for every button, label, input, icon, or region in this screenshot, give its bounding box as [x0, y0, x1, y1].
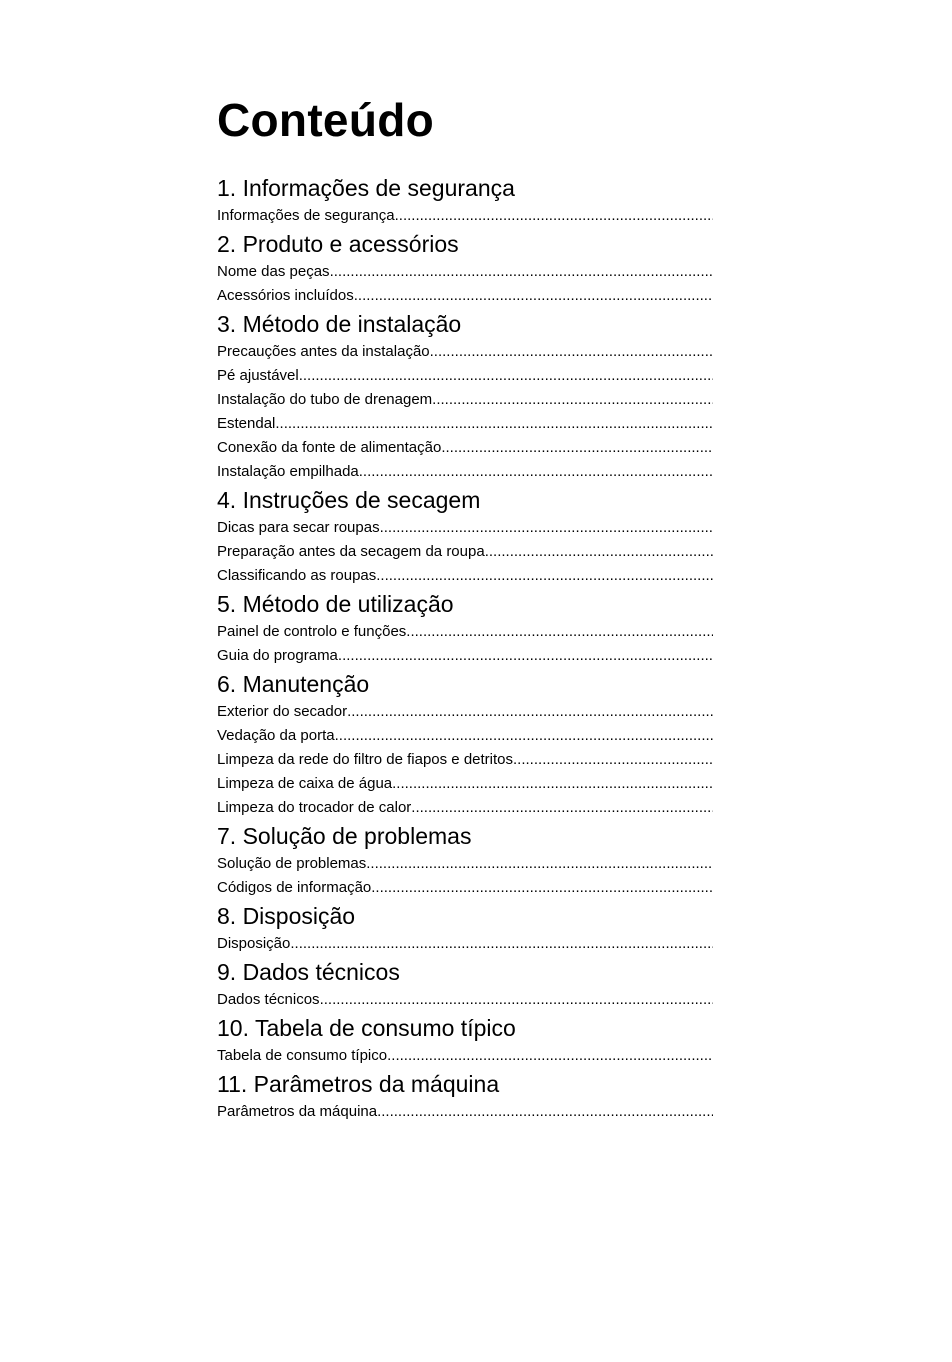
- toc-entry-label: Limpeza de caixa de água: [217, 775, 393, 792]
- dot-leader: [347, 702, 713, 722]
- section-heading: 7. Solução de problemas: [217, 823, 472, 849]
- toc-entry[interactable]: [217, 774, 713, 798]
- toc-entry[interactable]: [217, 702, 713, 726]
- table-of-contents: [217, 92, 713, 1126]
- toc-entry[interactable]: [217, 854, 713, 878]
- toc-entry[interactable]: [217, 990, 713, 1014]
- toc-entry-label: Disposição: [217, 935, 291, 952]
- section-heading: 10. Tabela de consumo típico: [217, 1015, 516, 1041]
- dot-leader: [380, 518, 713, 538]
- toc-entry[interactable]: [217, 518, 713, 542]
- section-heading: 5. Método de utilização: [217, 591, 454, 617]
- toc-entry-label: Vedação da porta: [217, 727, 335, 744]
- dot-leader: [335, 726, 713, 746]
- section-heading: 1. Informações de segurança: [217, 175, 515, 201]
- dot-leader: [330, 262, 713, 282]
- toc-entry[interactable]: [217, 798, 713, 822]
- dot-leader: [371, 878, 713, 898]
- toc-entry-label: Nome das peças: [217, 263, 330, 280]
- toc-entry-label: Códigos de informação: [217, 879, 372, 896]
- toc-entry-label: Tabela de consumo típico: [217, 1047, 388, 1064]
- toc-entry[interactable]: [217, 566, 713, 590]
- toc-entry[interactable]: [217, 646, 713, 670]
- toc-entry-label: Classificando as roupas: [217, 567, 377, 584]
- toc-entry[interactable]: [217, 390, 713, 414]
- toc-entry-label: Conexão da fonte de alimentação: [217, 439, 442, 456]
- toc-entry-label: Guia do programa: [217, 647, 338, 664]
- toc-entry-label: Limpeza do trocador de calor: [217, 799, 412, 816]
- toc-entry-label: Estendal: [217, 415, 276, 432]
- dot-leader: [290, 934, 713, 954]
- toc-entry-label: Painel de controlo e funções: [217, 623, 407, 640]
- toc-entry-label: Acessórios incluídos: [217, 287, 354, 304]
- section-heading: 3. Método de instalação: [217, 311, 462, 337]
- section-heading: 11. Parâmetros da máquina: [217, 1071, 500, 1097]
- section-heading: 6. Manutenção: [217, 671, 370, 697]
- dot-leader: [395, 206, 713, 226]
- dot-leader: [320, 990, 713, 1010]
- toc-entry-label: Precauções antes da instalação: [217, 343, 430, 360]
- dot-leader: [359, 462, 713, 482]
- dot-leader: [392, 774, 713, 794]
- toc-entry[interactable]: [217, 342, 713, 366]
- toc-entry-label: Pé ajustável: [217, 367, 299, 384]
- toc-entry[interactable]: [217, 366, 713, 390]
- dot-leader: [430, 342, 713, 362]
- toc-list: [217, 174, 713, 1126]
- toc-entry[interactable]: [217, 726, 713, 750]
- toc-entry-label: Parâmetros da máquina: [217, 1103, 378, 1120]
- section-heading: 2. Produto e acessórios: [217, 231, 459, 257]
- toc-entry-label: Instalação empilhada: [217, 463, 359, 480]
- toc-entry[interactable]: [217, 286, 713, 310]
- section-heading: 8. Disposição: [217, 903, 356, 929]
- dot-leader: [275, 414, 713, 434]
- toc-entry-label: Preparação antes da secagem da roupa: [217, 543, 485, 560]
- toc-entry[interactable]: [217, 934, 713, 958]
- dot-leader: [366, 854, 713, 874]
- dot-leader: [387, 1046, 713, 1066]
- toc-entry[interactable]: [217, 206, 713, 230]
- toc-entry[interactable]: [217, 1046, 713, 1070]
- toc-entry[interactable]: [217, 262, 713, 286]
- dot-leader: [338, 646, 713, 666]
- dot-leader: [411, 798, 713, 818]
- dot-leader: [513, 750, 713, 770]
- toc-entry[interactable]: [217, 462, 713, 486]
- toc-entry[interactable]: [217, 878, 713, 902]
- toc-entry[interactable]: [217, 438, 713, 462]
- dot-leader: [441, 438, 713, 458]
- dot-leader: [377, 1102, 713, 1122]
- toc-entry-label: Solução de problemas: [217, 855, 367, 872]
- dot-leader: [432, 390, 713, 410]
- toc-entry-label: Dados técnicos: [217, 991, 320, 1008]
- toc-entry[interactable]: [217, 750, 713, 774]
- toc-entry-label: Limpeza da rede do filtro de fiapos e detritos: [217, 751, 514, 768]
- toc-entry-label: Dicas para secar roupas: [217, 519, 380, 536]
- toc-entry[interactable]: [217, 542, 713, 566]
- dot-leader: [354, 286, 713, 306]
- toc-entry-label: Informações de segurança: [217, 207, 395, 224]
- toc-entry-label: Exterior do secador: [217, 703, 348, 720]
- toc-entry[interactable]: [217, 622, 713, 646]
- dot-leader: [485, 542, 713, 562]
- section-heading: 9. Dados técnicos: [217, 959, 400, 985]
- dot-leader: [376, 566, 713, 586]
- section-heading: 4. Instruções de secagem: [217, 487, 481, 513]
- page-title: Conteúdo: [217, 94, 435, 146]
- toc-entry[interactable]: [217, 414, 713, 438]
- toc-entry[interactable]: [217, 1102, 713, 1126]
- toc-entry-label: Instalação do tubo de drenagem: [217, 391, 433, 408]
- dot-leader: [406, 622, 713, 642]
- dot-leader: [299, 366, 713, 386]
